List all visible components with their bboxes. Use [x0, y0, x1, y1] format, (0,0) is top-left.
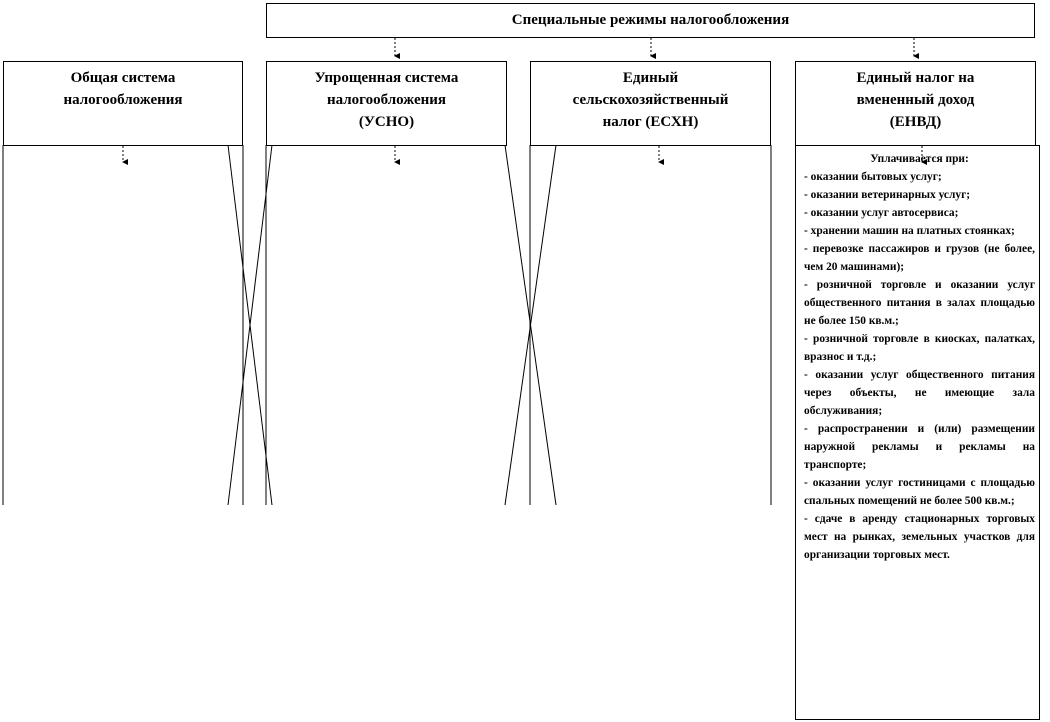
general-system-box: [3, 61, 243, 146]
usno-line3: (УСНО): [358, 114, 415, 130]
general-system-line1: Общая система: [70, 70, 176, 86]
envd-item: - перевозке пассажиров и грузов (не более, чем 20 машинами);: [804, 243, 1035, 273]
general-system-line2: налогообложения: [63, 92, 183, 108]
envd-item: - оказании услуг общественного питания через объекты, не имеющие зала обслуживания;: [804, 369, 1035, 417]
envd-item: - розничной торговле и оказании услуг общественного питания в залах площадью не более 150 кв.м.;: [804, 279, 1035, 327]
eshn-box: [530, 61, 771, 146]
envd-item: - оказании бытовых услуг;: [804, 171, 942, 183]
envd-line2: вмененный доход: [856, 92, 975, 108]
envd-item: - хранении машин на платных стоянках;: [804, 225, 1015, 237]
eshn-line3: налог (ЕСХН): [602, 114, 699, 130]
envd-box: [795, 61, 1036, 146]
envd-item: - оказании услуг гостиницами с площадью спальных помещений не более 500 кв.м.;: [804, 477, 1035, 507]
eshn-line2: сельскохозяйственный: [572, 92, 729, 108]
envd-item: - оказании ветеринарных услуг;: [804, 189, 971, 201]
usno-line1: Упрощенная система: [314, 70, 459, 86]
envd-item: - розничной торговле в киосках, палатках, вразнос и т.д.;: [804, 333, 1035, 363]
envd-line1: Единый налог на: [856, 70, 975, 86]
usno-box: [266, 61, 507, 146]
envd-item: - распространении и (или) размещении наружной рекламы и рекламы на транспорте;: [804, 423, 1035, 471]
special-regimes-box: Специальные режимы налогообложения: [266, 3, 1035, 38]
envd-item: - сдаче в аренду стационарных торговых мест на рынках, земельных участков для организации торговых мест.: [804, 513, 1035, 561]
envd-details-box: [795, 145, 1040, 720]
eshn-line1: Единый: [622, 70, 679, 86]
envd-item: - оказании услуг автосервиса;: [804, 207, 959, 219]
envd-details-title: Уплачивается при:: [870, 153, 969, 165]
envd-line3: (ЕНВД): [889, 114, 942, 130]
usno-line2: налогообложения: [326, 92, 447, 108]
